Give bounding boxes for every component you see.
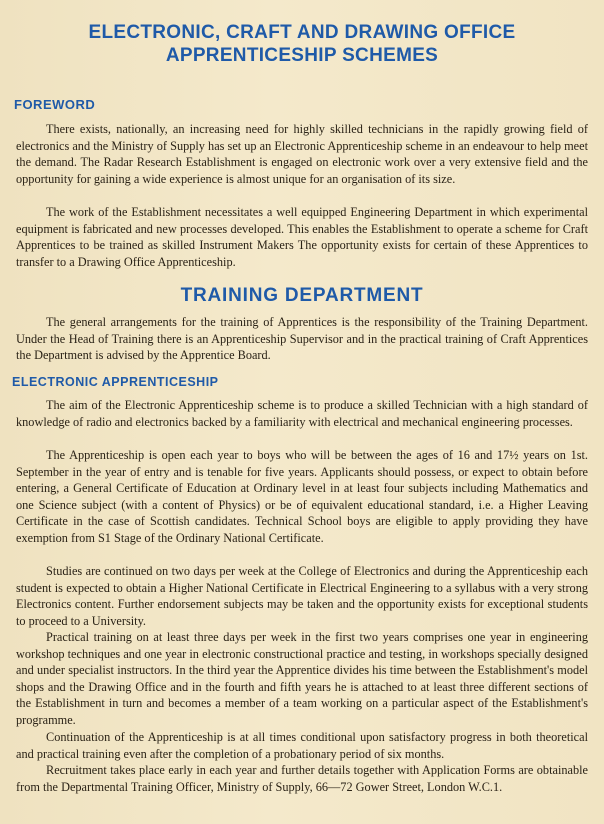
- electronic-paragraph-eligibility: The Apprenticeship is open each year to boys who will be between the ages of 16 and 17½ years on 1st. September in the year of entry and is tenable for five years. Applicants should possess, or expect to obtain before entering, a General Certificate of Education at Ordinary level in at least four subjects including Mathematics and one Science subject (with a content of Physics) or be of equivalent educational standard, i.e. a Higher Leaving Certificate in the case of Scottish candidates. Technical School boys are eligible to apply providing they have exemption from S1 Stage of the Ordinary National Certificate.: [16, 448, 588, 545]
- foreword-paragraph-2: The work of the Establishment necessitates a well equipped Engineering Department in which experimental equipment is fabricated and new processes developed. This enables the Establishment to operate a scheme for Craft Apprentices to be trained as skilled Instrument Makers The opportunity exists for certain of these Apprentices to transfer to a Drawing Office Apprenticeship.: [16, 205, 588, 269]
- electronic-paragraph-practical-training: Practical training on at least three days per week in the first two years comprises one year in engineering workshop techniques and one year in electronic constructional practice and testing, in workshops specially designed and under specialist instructors. In the third year the Apprentice divides his time between the Establishment's model shops and the Drawing Office and in the fourth and fifth years he is attached to at least three different sections of the Establishment in turn and becomes a member of a team working on a particular aspect of the Establishment's programme.: [16, 630, 588, 727]
- electronic-paragraph-recruitment: Recruitment takes place early in each year and further details together with Application Forms are obtainable from the Departmental Training Officer, Ministry of Supply, 66—72 Gower Street, London W.C.1.: [16, 763, 588, 794]
- document-title-line-1: ELECTRONIC, CRAFT AND DRAWING OFFICE: [88, 22, 516, 43]
- electronic-paragraph-studies: Studies are continued on two days per week at the College of Electronics and during the Apprenticeship each student is expected to obtain a Higher National Certificate in Electrical Engineering to a syllabus with a very strong Electronics content. Further endorsement subjects may be taken and the opportunity exists for exceptional students to proceed to a University.: [16, 564, 588, 628]
- electronic-paragraph-aim: The aim of the Electronic Apprenticeship scheme is to produce a skilled Technician with a high standard of knowledge of radio and electronics backed by a familiarity with electrical and mechanical engineering processes.: [16, 398, 588, 429]
- document-title-line-2: APPRENTICESHIP SCHEMES: [165, 45, 439, 66]
- foreword-heading: FOREWORD: [14, 97, 96, 112]
- electronic-apprenticeship-heading: ELECTRONIC APPRENTICESHIP: [12, 375, 219, 389]
- training-department-paragraph: The general arrangements for the training of Apprentices is the responsibility of the Training Department. Under the Head of Training there is an Apprenticeship Supervisor and in the practical training of Craft Apprentices the Department is advised by the Apprentice Board.: [16, 315, 588, 363]
- training-department-heading: TRAINING DEPARTMENT: [180, 285, 424, 306]
- electronic-paragraph-continuation: Continuation of the Apprenticeship is at all times conditional upon satisfactory progress in both theoretical and practical training even after the completion of a probationary period of six months.: [16, 730, 588, 761]
- foreword-paragraph-1: There exists, nationally, an increasing need for highly skilled technicians in the rapidly growing field of electronics and the Ministry of Supply has set up an Electronic Apprenticeship scheme in an endeavour to help meet the demand. The Radar Research Establishment is engaged on electronic work over a very extensive field and the opportunity for gaining a wide experience is almost unique for an organisation of its size.: [16, 122, 588, 186]
